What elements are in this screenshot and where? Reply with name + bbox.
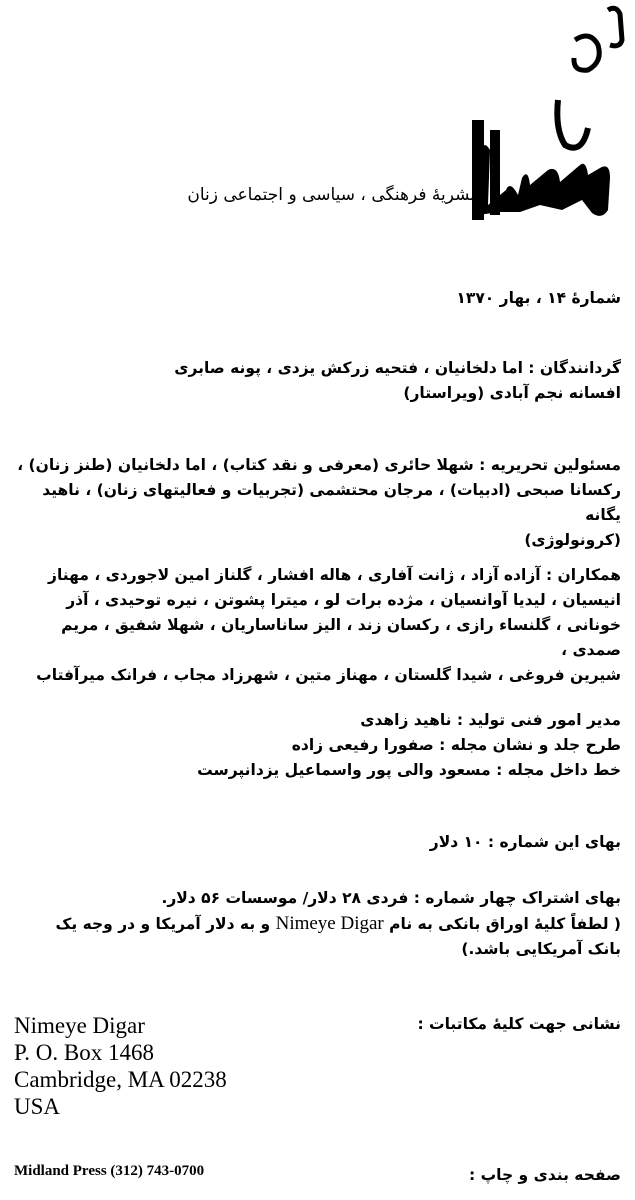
editors-block bbox=[11, 356, 621, 406]
address-line: P. O. Box 1468 bbox=[14, 1040, 154, 1065]
subscription-block bbox=[11, 886, 621, 962]
collaborators-line: همکاران : آزاده آزاد ، ژانت آفاری ، هاله افشار ، گلناز امین لاجوردی ، مهناز bbox=[48, 566, 621, 584]
issue-price: بهای این شماره : ۱۰ دلار bbox=[429, 833, 621, 851]
responsible-line: (کرونولوژی) bbox=[524, 531, 621, 549]
printer-name: Midland Press (312) 743-0700 bbox=[14, 1163, 205, 1179]
issue-line: شمارهٔ ۱۴ ، بهار ۱۳۷۰ bbox=[456, 289, 621, 307]
address-line: Nimeye Digar bbox=[14, 1013, 145, 1038]
mailing-address bbox=[14, 1012, 227, 1120]
address-line: USA bbox=[14, 1094, 61, 1119]
production-block bbox=[11, 708, 621, 783]
address-label: نشانی جهت کلیهٔ مکاتبات : bbox=[417, 1015, 621, 1033]
payee-name: Nimeye Digar bbox=[275, 913, 384, 934]
editors-line: گردانندگان : اما دلخانیان ، فتحیه زرکش یزدی ، پونه صابری bbox=[174, 359, 621, 377]
responsible-line: رکسانا صبحی (ادبیات) ، مرجان محتشمی (تجربیات و فعالیتهای زنان) ، ناهید یگانه bbox=[42, 481, 621, 524]
production-line: مدیر امور فنی تولید : ناهید زاهدی bbox=[360, 711, 621, 729]
subscription-line bbox=[11, 911, 621, 937]
collaborators-block bbox=[11, 563, 621, 688]
magazine-subtitle: نشریهٔ فرهنگی ، سیاسی و اجتماعی زنان bbox=[187, 185, 475, 205]
responsible-line: مسئولین تحریریه : شهلا حائری (معرفی و نقد کتاب) ، اما دلخانیان (طنز زنان) ، bbox=[17, 456, 621, 474]
subscription-text: ( لطفاً کلیهٔ اوراق بانکی به نام bbox=[389, 915, 621, 933]
subscription-line: بانک آمریکایی باشد.) bbox=[461, 940, 621, 958]
address-line: Cambridge, MA 02238 bbox=[14, 1067, 227, 1092]
collaborators-line: خونانی ، گلنساء رازی ، رکسان زند ، الیز ساناساریان ، شهلا شفیق ، مریم صمدی ، bbox=[61, 616, 621, 659]
collaborators-line: انیسیان ، لیدیا آوانسیان ، مژده برات لو ، میترا پشوتن ، نیره توحیدی ، آذر bbox=[66, 591, 621, 609]
editors-line: افسانه نجم آبادی (ویراستار) bbox=[403, 384, 621, 402]
production-line: طرح جلد و نشان مجله : صفورا رفیعی زاده bbox=[291, 736, 621, 754]
calligraphic-logo bbox=[470, 0, 630, 229]
subscription-line: بهای اشتراک چهار شماره : فردی ۲۸ دلار/ موسسات ۵۶ دلار. bbox=[161, 889, 621, 907]
printing-label: صفحه بندی و چاپ : bbox=[469, 1166, 621, 1184]
production-line: خط داخل مجله : مسعود والی پور واسماعیل یزدانپرست bbox=[197, 761, 621, 779]
subscription-text: و به دلار آمریکا و در وجه یک bbox=[55, 915, 271, 933]
responsible-editors-block bbox=[11, 453, 621, 553]
collaborators-line: شیرین فروغی ، شیدا گلستان ، مهناز متین ، شهرزاد مجاب ، فرانک میرآفتاب bbox=[36, 666, 621, 684]
